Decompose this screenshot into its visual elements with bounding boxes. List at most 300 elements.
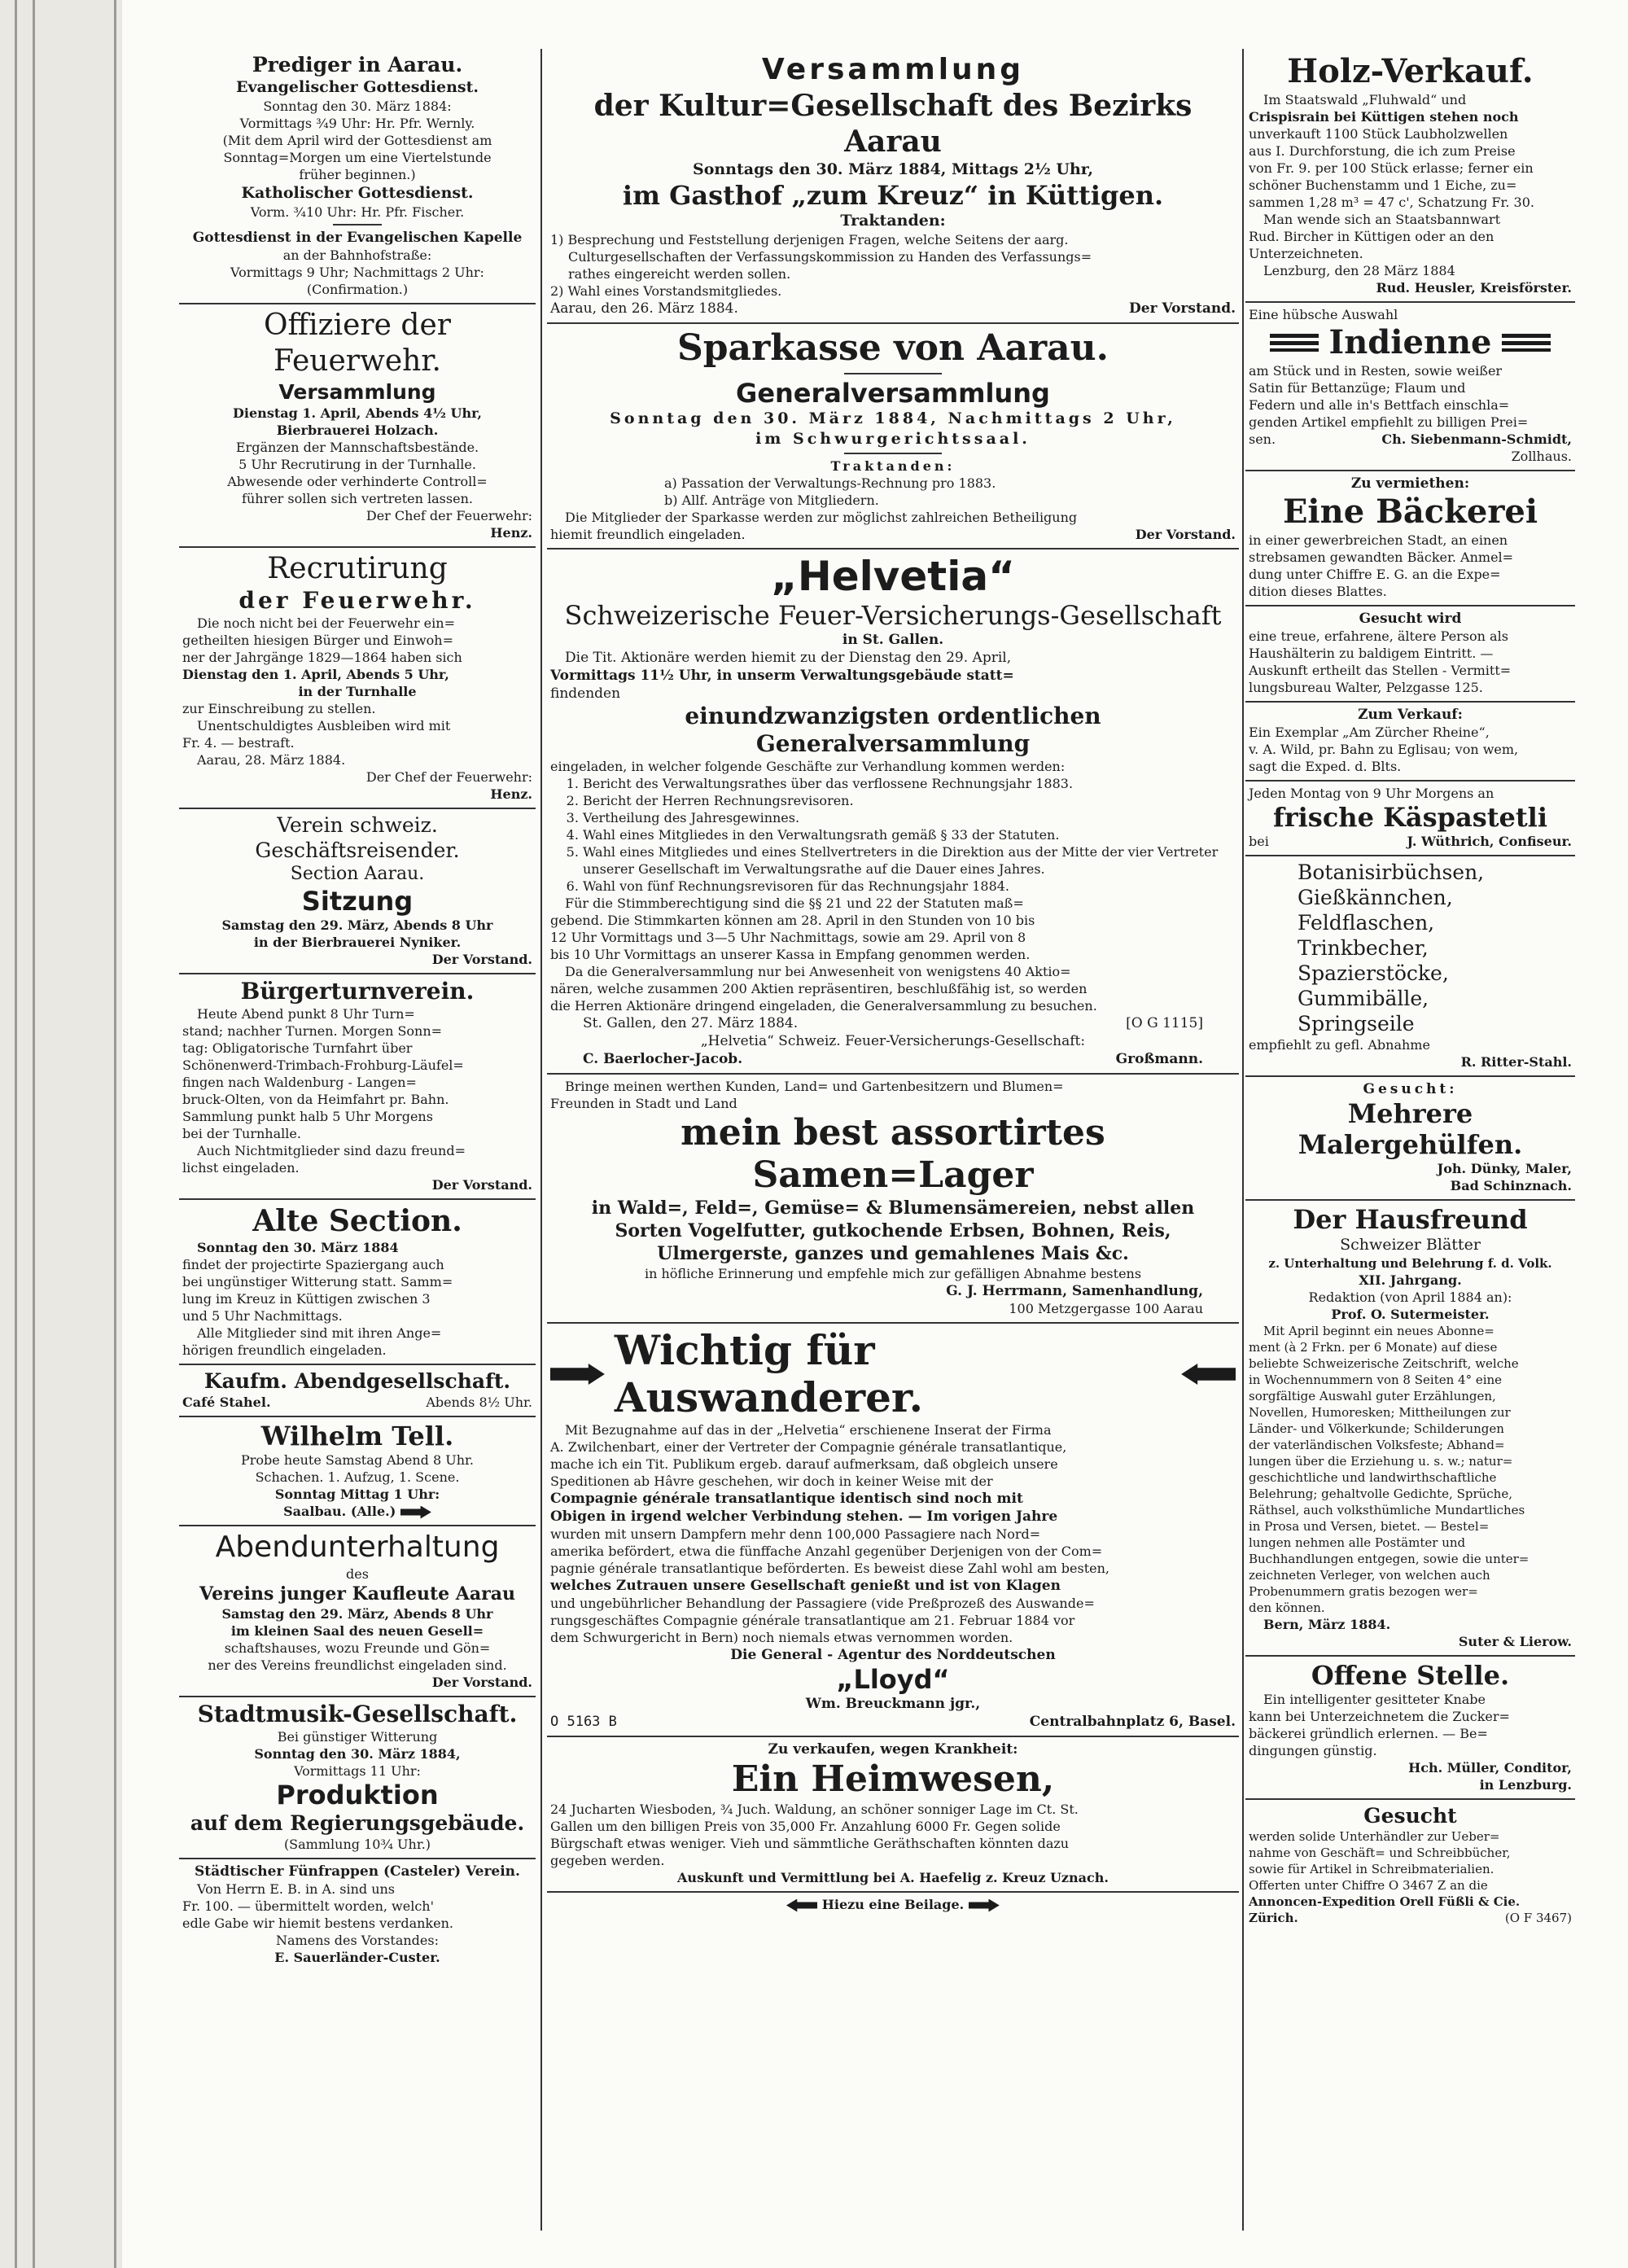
ad-subhead: Gesucht: — [1363, 1081, 1458, 1097]
ad-line: in höfliche Erinnerung und empfehle mich zur gefälligen Abnahme bestens — [644, 1266, 1142, 1281]
ad-line: Samstag den 29. März, Abends 8 Uhr — [221, 917, 493, 933]
ad-subhead: Evangelischer Gottesdienst. — [236, 78, 479, 96]
ad-line: getheilten hiesigen Bürger und Einwoh= — [182, 633, 453, 648]
ad-address: Bad Schinznach. — [1450, 1178, 1572, 1193]
ad-subhead: Gottesdienst in der Evangelischen Kapelle — [192, 230, 523, 246]
ad-line: Federn und alle in's Bettfach einschla= — [1249, 397, 1510, 413]
ad-line: den können. — [1249, 1600, 1325, 1615]
ad-line: Sonntag den 30. März 1884, — [254, 1746, 461, 1762]
ad-line: Bürgschaft etwas weniger. Vieh und sämmtliche Geräthschaften könnten dazu — [550, 1836, 1070, 1851]
column-rule — [1242, 49, 1244, 2231]
ad-line: Vormittags 9 Uhr; Nachmittags 2 Uhr: — [230, 265, 484, 280]
ad-line: aus I. Durchforstung, die ich zum Preise — [1249, 143, 1516, 159]
ad-line: sen. — [1249, 431, 1276, 447]
ad-stadtmusik — [179, 1697, 536, 1859]
ad-line: a) Passation der Verwaltungs-Rechnung pro 1883. — [664, 475, 996, 491]
ad-line: genden Artikel empfiehlt zu billigen Prei= — [1249, 414, 1529, 430]
ad-line: Novellen, Humoresken; Mittheilungen zur — [1249, 1405, 1511, 1420]
ad-subhead: Zu verkaufen, wegen Krankheit: — [768, 1741, 1018, 1758]
ad-line: und 5 Uhr Nachmittags. — [182, 1308, 343, 1324]
list-item: 3. Vertheilung des Jahresgewinnes. — [583, 809, 1236, 826]
ad-line: Heute Abend punkt 8 Uhr Turn= — [197, 1006, 415, 1022]
ad-title: Verein schweiz. Geschäftsreisender. — [255, 813, 460, 862]
ad-line: Von Herrn E. B. in A. sind uns — [197, 1881, 396, 1897]
ad-line: Abends 8½ Uhr. — [426, 1395, 532, 1410]
ad-line: pagnie générale transatlantique beförderten. Es beweist diese Zahl wohl am besten, — [550, 1561, 1109, 1576]
ad-date: Lenzburg, den 28 März 1884 — [1263, 263, 1455, 278]
ad-line: Sonntag Mittag 1 Uhr: — [274, 1486, 440, 1502]
ad-line: Sonntag den 30. März 1884: — [263, 99, 452, 114]
list-item: 4. Wahl eines Mitgliedes in den Verwaltungsrath gemäß § 33 der Statuten. — [583, 826, 1236, 843]
ad-line: lichst eingeladen. — [182, 1160, 300, 1176]
ad-line: Crispisrain bei Küttigen stehen noch — [1249, 109, 1519, 125]
ad-line: sammen 1,28 m³ = 47 c', Schatzung Fr. 30. — [1249, 195, 1534, 210]
ad-line: empfiehlt zu gefl. Abnahme — [1249, 1037, 1430, 1053]
ad-line: Jeden Montag von 9 Uhr Morgens an — [1249, 786, 1495, 801]
ad-headline: Produktion — [276, 1780, 439, 1810]
ad-address: Zollhaus. — [1511, 449, 1572, 464]
ad-line: Vormittags 11 Uhr: — [294, 1763, 421, 1779]
ad-hausfreund — [1245, 1201, 1575, 1657]
ad-line: rathes eingereicht werden sollen. — [568, 266, 791, 282]
ad-title: Ein Heimwesen, — [731, 1758, 1055, 1800]
ad-line: Schachen. 1. Aufzug, 1. Scene. — [255, 1469, 460, 1485]
ad-subhead: Gesucht wird — [1359, 611, 1462, 627]
edge-line — [33, 0, 35, 2268]
ad-line: in der Turnhalle — [298, 684, 417, 699]
ad-offene-stelle — [1245, 1657, 1575, 1800]
ad-title: Versammlung — [761, 53, 1025, 86]
ad-malergehuelfen — [1245, 1077, 1575, 1201]
ad-line: lungen nehmen alle Postämter und — [1249, 1535, 1466, 1550]
ad-subhead: Schweizer Blätter — [1340, 1236, 1481, 1254]
ad-headline: einundzwanzigsten ordentlichen Generalversammlung — [685, 703, 1101, 757]
ad-line: dingungen günstig. — [1249, 1743, 1377, 1758]
ad-line: strebsamen gewandten Bäcker. Anmel= — [1249, 549, 1514, 565]
ad-line: von Fr. 9. per 100 Stück erlasse; ferner ein — [1249, 160, 1534, 176]
ad-line: Mit April beginnt ein neues Abonne= — [1263, 1324, 1495, 1338]
ad-title: Sparkasse von Aarau. — [677, 327, 1109, 369]
ad-title: Kaufm. Abendgesellschaft. — [204, 1369, 511, 1393]
ad-line: Dienstag den 1. April, Abends 5 Uhr, — [182, 667, 449, 682]
ad-title: Bürgerturnverein. — [240, 978, 475, 1005]
ad-line: kann bei Unterzeichnetem die Zucker= — [1249, 1709, 1510, 1724]
ad-title: Wilhelm Tell. — [260, 1421, 454, 1451]
ad-line: Buchhandlungen entgegen, sowie die unter= — [1249, 1552, 1530, 1566]
ad-signature: Der Vorstand. — [431, 1675, 532, 1690]
ad-line: 2) Wahl eines Vorstandsmitgliedes. — [550, 283, 782, 299]
ad-holz-verkauf — [1245, 49, 1575, 303]
ad-line: Für die Stimmberechtigung sind die §§ 21 und 22 der Statuten maß= — [565, 895, 1024, 911]
ad-line: eingeladen, in welcher folgende Geschäfte zur Verhandlung kommen werden: — [550, 759, 1066, 774]
ad-line: werden solide Unterhändler zur Ueber= — [1249, 1829, 1500, 1844]
ad-kultur-gesellschaft — [547, 49, 1239, 324]
ad-line: Compagnie générale transatlantique identisch sind noch mit — [550, 1491, 1023, 1507]
agenda-list — [550, 775, 1236, 895]
ad-fuenfrappen — [179, 1859, 536, 1971]
ad-line: mache ich ein Tit. Publikum ergeb. darauf aufmerksam, daß obgleich unsere — [550, 1456, 1058, 1472]
ad-abendunterhaltung — [179, 1526, 536, 1697]
ad-line: wurden mit unsern Dampfern mehr denn 100,000 Passagiere nach Nord= — [550, 1526, 1041, 1542]
ad-line: lungsbureau Walter, Pelzgasse 125. — [1249, 680, 1483, 695]
ad-code: [O G 1115] — [1126, 1015, 1203, 1031]
ad-subhead: der Feuerwehr. — [239, 587, 476, 614]
ad-baeckerei — [1245, 471, 1575, 606]
ad-line: in Wochennummern von 8 Seiten 4° eine — [1249, 1373, 1503, 1387]
ad-samenlager — [547, 1075, 1239, 1324]
ad-code: (O F 3467) — [1504, 1911, 1572, 1925]
ad-line: Auskunft und Vermittlung bei A. Haefelig z. Kreuz Uznach. — [677, 1870, 1109, 1885]
ad-line: Dienstag 1. April, Abends 4½ Uhr, — [233, 405, 482, 421]
ad-subhead: Traktanden: — [830, 458, 956, 474]
pointing-hand-icon — [550, 1364, 605, 1385]
list-item: Trinkbecher, — [1298, 936, 1429, 960]
ad-title: Städtischer Fünfrappen (Casteler) Verein. — [195, 1863, 520, 1880]
ad-title: mein best assortirtes Samen=Lager — [681, 1112, 1105, 1196]
ad-line: Bringe meinen werthen Kunden, Land= und Gartenbesitzern und Blumen= — [565, 1079, 1064, 1094]
ad-line: führer sollen sich vertreten lassen. — [242, 491, 473, 506]
ad-line: bei der Turnhalle. — [182, 1126, 301, 1141]
ad-signature: Henz. — [490, 786, 532, 802]
ad-line: dung unter Chiffre E. G. an die Expe= — [1249, 567, 1501, 582]
ad-line: Ein intelligenter gesitteter Knabe — [1263, 1692, 1486, 1707]
ad-subhead: Sitzung — [301, 886, 414, 917]
ad-title: Holz-Verkauf. — [1287, 52, 1534, 90]
ad-title: Gesucht — [1363, 1804, 1457, 1828]
edge-line — [114, 0, 116, 2268]
ad-line: dition dieses Blattes. — [1249, 584, 1387, 599]
ad-line: findet der projectirte Spaziergang auch — [182, 1257, 444, 1272]
ad-headline: „Lloyd“ — [836, 1664, 950, 1695]
ad-title: Indienne — [1328, 323, 1492, 361]
ad-line: Saalbau. (Alle.) — [182, 1503, 532, 1520]
pointing-hand-icon — [400, 1506, 431, 1519]
ad-title: Stadtmusik-Gesellschaft. — [197, 1701, 518, 1727]
list-item: Springseile — [1298, 1012, 1415, 1035]
ad-geschaeftsreisende — [179, 809, 536, 974]
ad-offiziere — [179, 304, 536, 548]
ad-subhead: Versammlung — [278, 380, 436, 404]
ad-line: Räthsel, auch volksthümliche Mundartliches — [1249, 1503, 1525, 1517]
ad-prediger — [179, 49, 536, 304]
ad-line: hiemit freundlich eingeladen. — [550, 527, 746, 542]
ad-title: Offene Stelle. — [1311, 1660, 1510, 1691]
ad-line: die Herren Aktionäre dringend eingeladen, die Generalversammlung zu besuchen. — [550, 998, 1097, 1014]
ad-signature: Wm. Breuckmann jgr., — [805, 1696, 981, 1712]
ad-line: bruck-Olten, von da Heimfahrt pr. Bahn. — [182, 1092, 449, 1107]
ad-line: Sonntags den 30. März 1884, Mittags 2½ Uhr, — [692, 160, 1094, 178]
ad-signature: Der Vorstand. — [431, 1177, 532, 1193]
ad-date: Aarau, 28. März 1884. — [197, 752, 346, 768]
ad-signature: E. Sauerländer-Custer. — [274, 1950, 440, 1965]
ad-kaufm-abendgesellschaft — [179, 1365, 536, 1417]
left-column — [179, 49, 536, 1971]
ad-signature: C. Baerlocher-Jacob. — [583, 1051, 743, 1067]
ad-line: edle Gabe wir hiemit bestens verdanken. — [182, 1916, 453, 1931]
ad-date: Aarau, den 26. März 1884. — [550, 300, 738, 317]
ad-line: Alle Mitglieder sind mit ihren Ange= — [197, 1325, 442, 1341]
ad-line: in Prosa und Versen, bietet. — Bestel= — [1249, 1519, 1490, 1534]
ad-line: Vormittags 11½ Uhr, in unserm Verwaltungsgebäude statt= — [550, 668, 1014, 684]
ad-headline: auf dem Regierungsgebäude. — [190, 1811, 525, 1835]
ad-line: amerika befördert, etwa die fünffache Anzahl gegenüber Derjenigen von der Com= — [550, 1543, 1103, 1559]
ad-signature: J. Wüthrich, Confiseur. — [1407, 834, 1572, 849]
ad-line: 12 Uhr Vormittags und 3—5 Uhr Nachmittags, sowie am 29. April von 8 — [550, 930, 1026, 945]
ad-line: bei ungünstiger Witterung statt. Samm= — [182, 1274, 453, 1289]
pointing-hand-icon — [786, 1899, 817, 1912]
ad-line: ner der Jahrgänge 1829—1864 haben sich — [182, 650, 462, 665]
right-column — [1245, 49, 1575, 1931]
ad-line: 5 Uhr Recrutirung in der Turnhalle. — [239, 457, 476, 472]
ad-line: Fr. 4. — bestraft. — [182, 735, 295, 751]
ad-line: am Stück und in Resten, sowie weißer — [1249, 363, 1503, 379]
ad-line: Ulmergerste, ganzes und gemahlenes Mais &c. — [657, 1243, 1129, 1264]
title-banner — [550, 1327, 1236, 1421]
ad-line: Unentschuldigtes Ausbleiben wird mit — [197, 718, 451, 733]
ad-line: Mit Bezugnahme auf das in der „Helvetia“ erschienene Inserat der Firma — [565, 1422, 1052, 1438]
decorative-bars-icon — [1270, 334, 1319, 352]
ad-line: A. Zwilchenbart, einer der Vertreter der Compagnie générale transatlantique, — [550, 1439, 1067, 1455]
ad-line: Vormittags ¾9 Uhr: Hr. Pfr. Wernly. — [239, 116, 475, 131]
ad-alte-section — [179, 1200, 536, 1365]
ad-title: Mehrere Malergehülfen. — [1298, 1098, 1523, 1160]
ad-line: Vorm. ¾10 Uhr: Hr. Pfr. Fischer. — [250, 204, 465, 220]
pointing-hand-icon — [969, 1899, 1000, 1912]
ad-line: der vaterländischen Volksfeste; Abhand= — [1249, 1438, 1505, 1452]
ad-line: Café Stahel. — [182, 1395, 271, 1410]
list-item: Botanisirbüchsen, — [1298, 860, 1485, 884]
ad-line: schöner Buchenstamm und 1 Eiche, zu= — [1249, 177, 1517, 193]
ad-line: zur Einschreibung zu stellen. — [182, 701, 376, 716]
ad-line: unverkauft 1100 Stück Laubholzwellen — [1249, 126, 1508, 142]
ad-line: 24 Jucharten Wiesboden, ¾ Juch. Waldung, an schöner sonniger Lage im Ct. St. — [550, 1802, 1079, 1817]
ad-line: Im Staatswald „Fluhwald“ und — [1263, 92, 1467, 107]
ad-line: beliebte Schweizerische Zeitschrift, welche — [1249, 1356, 1519, 1371]
ad-line: schaftshauses, wozu Freunde und Gön= — [224, 1640, 491, 1656]
ad-headline: im Gasthof „zum Kreuz“ in Küttigen. — [622, 180, 1164, 211]
ad-line: Satin für Bettanzüge; Flaum und — [1249, 380, 1466, 396]
ad-subhead: Generalversammlung — [736, 378, 1050, 409]
ad-subhead: der Kultur=Gesellschaft des Bezirks Aarau — [593, 89, 1193, 159]
ad-title: Alte Section. — [252, 1204, 462, 1238]
ad-line: und ungebührlicher Behandlung der Passagiere (vide Preßprozeß des Auswande= — [550, 1596, 1095, 1611]
ad-line: Sonntag den 30. März 1884 — [197, 1240, 399, 1255]
ad-sparkasse — [547, 324, 1239, 549]
ad-signature: G. J. Herrmann, Samenhandlung, — [946, 1283, 1203, 1299]
ad-line: Obigen in irgend welcher Verbindung stehen. — Im vorigen Jahre — [550, 1508, 1058, 1525]
decorative-bars-icon — [1502, 334, 1551, 352]
ad-line: rungsgeschäftes Compagnie générale transatlantique am 21. Februar 1884 vor — [550, 1613, 1075, 1628]
ad-indienne — [1245, 303, 1575, 471]
ad-line: Abwesende oder verhinderte Controll= — [227, 474, 488, 489]
ad-line: findenden — [550, 685, 621, 702]
ad-line: im Schwurgerichtssaal. — [755, 430, 1031, 448]
ad-address: 100 Metzgergasse 100 Aarau — [1009, 1301, 1203, 1316]
ad-line: an der Bahnhofstraße: — [282, 247, 432, 263]
ad-heimwesen — [547, 1737, 1239, 1893]
ad-line: v. A. Wild, pr. Bahn zu Eglisau; von wem, — [1249, 742, 1519, 757]
ad-line: bis 10 Uhr Vormittags an unserer Kassa in Empfang genommen werden. — [550, 947, 1031, 962]
ad-line: nahme von Geschäft= und Schreibbücher, — [1249, 1845, 1511, 1860]
ad-line: Sonntag=Morgen um eine Viertelstunde — [223, 150, 492, 165]
ad-title: Eine Bäckerei — [1282, 493, 1538, 531]
ad-ritter-stahl — [1245, 856, 1575, 1077]
ad-line: Probenummern gratis bezogen wer= — [1249, 1584, 1478, 1599]
ad-line: des — [346, 1566, 369, 1582]
ad-line: früher beginnen.) — [299, 167, 416, 182]
ad-line: Gallen um den billigen Preis von 35,000 Fr. Anzahlung 6000 Fr. Gegen solide — [550, 1819, 1061, 1834]
ad-line: Rud. Bircher in Küttigen oder an den — [1249, 229, 1495, 244]
ad-section: Section Aarau. — [290, 864, 425, 884]
ad-line: gebend. Die Stimmkarten können am 28. April in den Stunden von 10 bis — [550, 913, 1035, 928]
ad-signature: Ch. Siebenmann-Schmidt, — [1381, 431, 1572, 447]
edge-line — [15, 0, 17, 2268]
ad-line: Offerten unter Chiffre O 3467 Z an die — [1249, 1878, 1488, 1893]
ad-line: Belehrung; gehaltvolle Gedichte, Sprüche, — [1249, 1486, 1512, 1501]
ad-signature: Der Vorstand. — [1135, 527, 1236, 542]
ad-line: Die Tit. Aktionäre werden hiemit zu der Dienstag den 29. April, — [565, 650, 1012, 666]
ad-title: Prediger in Aarau. — [252, 53, 463, 77]
ad-line: Die General - Agentur des Norddeutschen — [730, 1647, 1056, 1663]
beilage-note — [547, 1896, 1239, 1913]
beilage-text: Hiezu eine Beilage. — [821, 1897, 965, 1912]
ad-subhead: Traktanden: — [840, 212, 946, 230]
ad-helvetia — [547, 549, 1239, 1075]
ad-line: Namens des Vorstandes: — [276, 1933, 439, 1948]
divider — [844, 373, 942, 374]
ad-line: in St. Gallen. — [842, 632, 944, 648]
list-item: 1. Bericht des Verwaltungsrathes über das verflossene Rechnungsjahr 1883. — [583, 775, 1236, 792]
middle-column — [547, 49, 1239, 1913]
ad-title: frische Käspastetli — [1273, 802, 1547, 833]
ad-signature: Großmann. — [1115, 1051, 1203, 1067]
ad-line: lungen über die Erziehung u. s. w.; natur= — [1249, 1454, 1513, 1469]
ad-line: Auch Nichtmitglieder sind dazu freund= — [197, 1143, 466, 1158]
ad-address: in Lenzburg. — [1479, 1777, 1572, 1793]
ad-line: in Wald=, Feld=, Gemüse= & Blumensämereien, nebst allen — [591, 1197, 1195, 1219]
ad-wilhelm-tell — [179, 1417, 536, 1526]
ad-line: Zürich. — [1249, 1911, 1298, 1925]
ad-line: Auskunft ertheilt das Stellen - Vermitt= — [1249, 663, 1512, 678]
divider — [333, 224, 382, 225]
ad-line: Haushälterin zu baldigem Eintritt. — — [1249, 646, 1494, 661]
ad-signature: Der Vorstand. — [431, 952, 532, 967]
ad-signature: Joh. Dünky, Maler, — [1437, 1161, 1572, 1176]
list-item: Spazierstöcke, — [1298, 961, 1449, 985]
ad-signature: Der Chef der Feuerwehr: — [365, 769, 532, 785]
ad-line: Länder- und Völkerkunde; Schilderungen — [1249, 1421, 1504, 1436]
ad-line: 1) Besprechung und Feststellung derjenigen Fragen, welche Seitens der aarg. — [550, 232, 1069, 247]
list-item: Feldflaschen, — [1298, 911, 1435, 935]
ad-line: Prof. O. Sutermeister. — [1331, 1307, 1490, 1322]
ad-zum-verkauf — [1245, 703, 1575, 782]
ad-line: nären, welche zusammen 200 Aktien repräsentiren, beschlußfähig ist, so werden — [550, 981, 1088, 996]
ad-line: Sonntag den 30. März 1884, Nachmittags 2 Uhr, — [610, 409, 1176, 427]
ad-subhead: Katholischer Gottesdienst. — [241, 184, 474, 202]
ad-title: Abendunterhaltung — [215, 1530, 500, 1564]
ad-line: hörigen freundlich eingeladen. — [182, 1342, 387, 1358]
ad-line: Samstag den 29. März, Abends 8 Uhr — [221, 1606, 493, 1622]
ad-signature: „Helvetia“ Schweiz. Feuer-Versicherungs-Gesellschaft: — [700, 1033, 1086, 1049]
ad-recrutirung — [179, 548, 536, 809]
ad-line: im kleinen Saal des neuen Gesell= — [230, 1623, 484, 1639]
ad-line: Bei günstiger Witterung — [277, 1729, 438, 1745]
divider — [844, 453, 942, 454]
list-item: 5. Wahl eines Mitgliedes und eines Stellvertreters in die Direktion aus der Mitte der vier Vertreter unserer Gesellschaft im Verwaltungsrathe auf die Dauer eines Jahres. — [583, 843, 1236, 878]
ad-signature: Der Chef der Feuerwehr: — [365, 508, 532, 523]
ad-signature: R. Ritter-Stahl. — [1460, 1054, 1572, 1070]
ad-line: Schönenwerd-Trimbach-Frohburg-Läufel= — [182, 1057, 464, 1073]
list-item: 2. Bericht der Herren Rechnungsrevisoren. — [583, 792, 1236, 809]
ad-line: tag: Obligatorische Turnfahrt über — [182, 1040, 413, 1056]
ad-signature: Rud. Heusler, Kreisförster. — [1376, 280, 1572, 296]
ad-title: „Helvetia“ — [771, 553, 1015, 600]
ad-line: eine treue, erfahrene, ältere Person als — [1249, 628, 1508, 644]
ad-subhead: Schweizerische Feuer-Versicherungs-Gesellschaft — [564, 600, 1222, 631]
list-item: 6. Wahl von fünf Rechnungsrevisoren für das Rechnungsjahr 1884. — [583, 878, 1236, 895]
ad-line: ment (à 2 Frkn. per 6 Monate) auf diese — [1249, 1340, 1498, 1355]
ad-line: welches Zutrauen unsere Gesellschaft genießt und ist von Klagen — [550, 1578, 1061, 1594]
ad-subhead: Zu vermiethen: — [1350, 475, 1470, 492]
ad-line: geschichtliche und landwirthschaftliche — [1249, 1470, 1497, 1485]
ad-title: Der Hausfreund — [1293, 1204, 1528, 1235]
ad-title: Wichtig für Auswanderer. — [614, 1326, 924, 1421]
ad-line: Sammlung punkt halb 5 Uhr Morgens — [182, 1109, 433, 1124]
ad-line: (Mit dem April wird der Gottesdienst am — [222, 133, 492, 148]
ad-line: Man wende sich an Staatsbannwart — [1263, 212, 1500, 227]
ad-line: lung im Kreuz in Küttigen zwischen 3 — [182, 1291, 431, 1307]
ad-line: Culturgesellschaften der Verfassungskommission zu Handen des Verfassungs= — [568, 249, 1092, 265]
ad-signature: Der Vorstand. — [1129, 300, 1236, 317]
ad-line: fingen nach Waldenburg - Langen= — [182, 1075, 417, 1090]
ad-line: Bierbrauerei Holzach. — [276, 423, 439, 438]
ad-kaespastetli — [1245, 782, 1575, 856]
ad-line: Fr. 100. — übermittelt worden, welch' — [182, 1898, 434, 1914]
ad-line: Freunden in Stadt und Land — [550, 1096, 737, 1111]
page-edge — [0, 0, 122, 2268]
ad-line: sowie für Artikel in Schreibmaterialien. — [1249, 1862, 1495, 1876]
ad-line: Sorten Vogelfutter, gutkochende Erbsen, Bohnen, Reis, — [615, 1220, 1171, 1241]
ad-unterhaendler — [1245, 1800, 1575, 1931]
ad-title: Recrutirung — [267, 552, 448, 585]
ad-line: dem Schwurgericht in Bern) noch niemals etwas vernommen worden. — [550, 1630, 1013, 1645]
ad-line: gegeben werden. — [550, 1853, 665, 1868]
ad-line: sorgfältige Auswahl guter Erzählungen, — [1249, 1389, 1496, 1403]
ad-signature: Henz. — [490, 525, 532, 541]
ad-line: Die noch nicht bei der Feuerwehr ein= — [197, 615, 455, 631]
ad-title: Offiziere der Feuerwehr. — [264, 309, 451, 378]
ad-line: bäckerei gründlich erlernen. — Be= — [1249, 1726, 1488, 1741]
ad-date: St. Gallen, den 27. März 1884. — [583, 1015, 799, 1031]
ad-haushaelterin — [1245, 606, 1575, 703]
ad-address: Centralbahnplatz 6, Basel. — [1029, 1714, 1236, 1730]
ad-line: Ergänzen der Mannschaftsbestände. — [235, 440, 479, 455]
ad-line: (Confirmation.) — [306, 282, 409, 297]
ad-line: stand; nachher Turnen. Morgen Sonn= — [182, 1023, 443, 1039]
ad-line: Die Mitglieder der Sparkasse werden zur möglichst zahlreichen Betheiligung — [565, 510, 1078, 525]
ad-line: in der Bierbrauerei Nyniker. — [253, 935, 462, 950]
list-item: Gummibälle, — [1298, 987, 1429, 1010]
ad-date: Bern, März 1884. — [1263, 1617, 1391, 1632]
column-rule — [540, 49, 542, 2231]
ad-signature: Suter & Lierow. — [1458, 1634, 1572, 1649]
ad-line: z. Unterhaltung und Belehrung f. d. Volk. — [1268, 1256, 1552, 1271]
ad-line: Annoncen-Expedition Orell Füßli & Cie. — [1249, 1894, 1521, 1909]
ad-subhead: Eine hübsche Auswahl — [1249, 307, 1398, 322]
ad-line: b) Allf. Anträge von Mitgliedern. — [664, 493, 879, 508]
ad-line: in einer gewerbreichen Stadt, an einen — [1249, 532, 1508, 548]
ad-line: Probe heute Samstag Abend 8 Uhr. — [240, 1452, 474, 1468]
